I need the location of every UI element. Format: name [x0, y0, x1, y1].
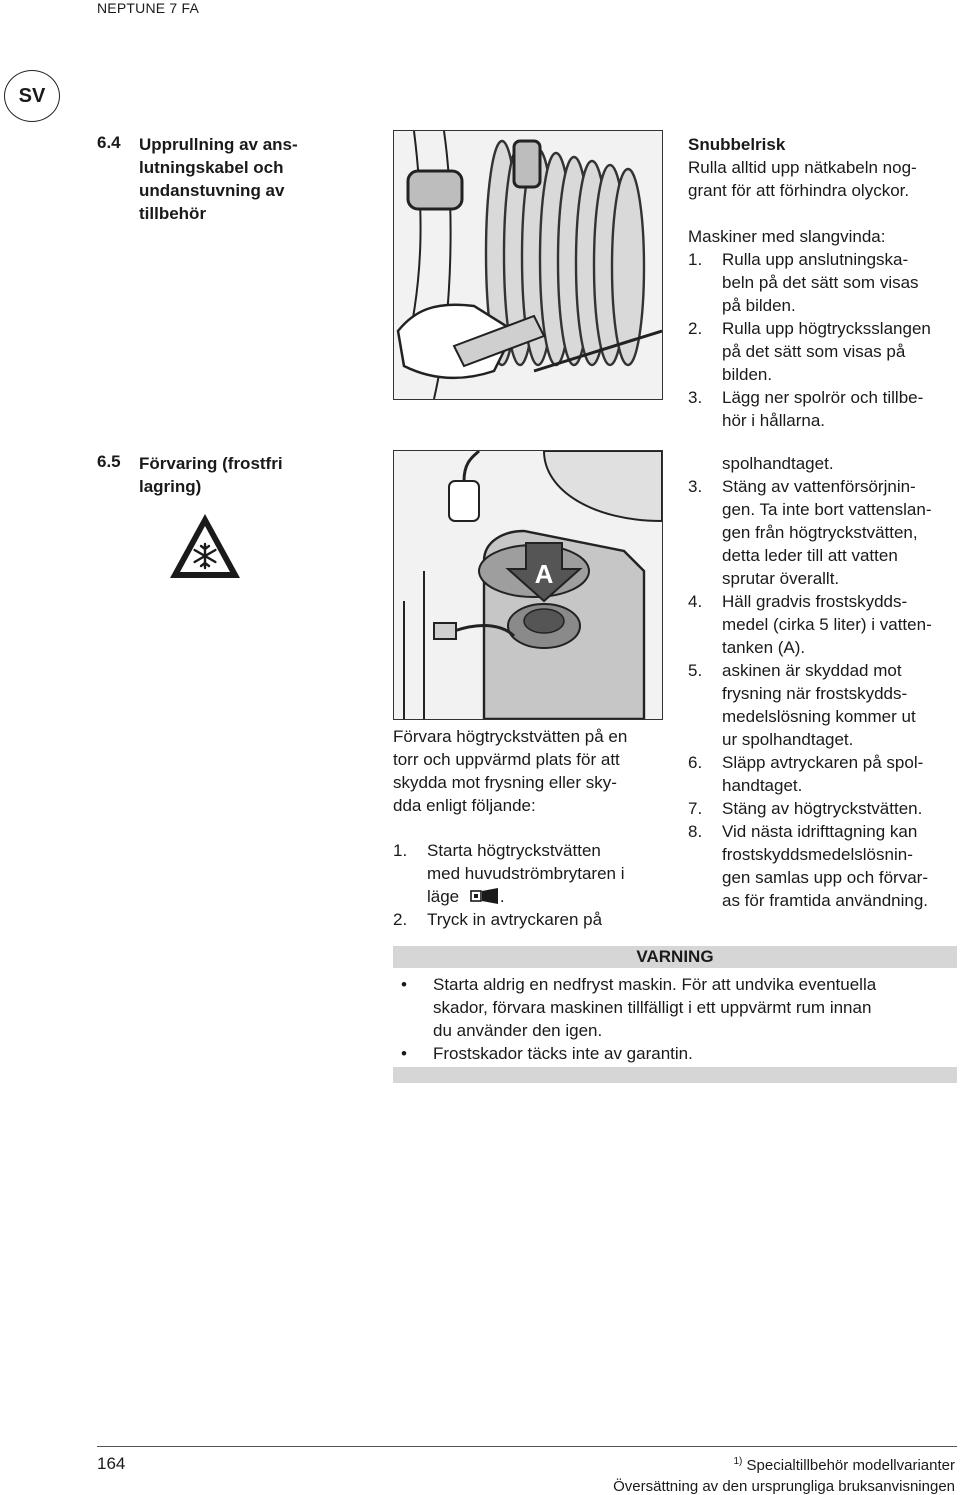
- step-line: Stäng av vattenförsörjnin-: [722, 477, 916, 496]
- section-6-5-number: 6.5: [97, 452, 121, 471]
- warning-bullet: [393, 973, 957, 1042]
- footer-divider: [97, 1446, 957, 1447]
- hose-reel-illustration: [394, 131, 662, 399]
- step-item: [688, 590, 960, 659]
- step-line: Häll gradvis frostskydds-: [722, 592, 908, 611]
- step-line: Vid nästa idrifttagning kan: [722, 822, 918, 841]
- step-item: [688, 659, 960, 751]
- step-continuation: [688, 452, 960, 475]
- figure-label-a: A: [534, 559, 554, 589]
- translation-note: Översättning av den ursprungliga bruksanvisningen: [613, 1478, 955, 1495]
- bullet-line: • Starta aldrig en nedfryst maskin. För att undvika eventuella: [433, 975, 877, 994]
- step-line: bilden.: [722, 365, 773, 384]
- page-number: 164: [97, 1454, 126, 1473]
- step-item: [393, 839, 678, 908]
- bullet-line: du använder den igen.: [433, 1021, 603, 1040]
- bullet-line: skador, förvara maskinen tillfälligt i ett uppvärmt rum innan: [433, 998, 872, 1017]
- step-line: på bilden.: [722, 296, 796, 315]
- water-tank-figure: [393, 450, 663, 720]
- step-line: Lägg ner spolrör och tillbe-: [722, 388, 924, 407]
- step-number: 3.: [688, 477, 703, 496]
- running-header: NEPTUNE 7 FA: [97, 0, 199, 16]
- step-line: beln på det sätt som visas: [722, 273, 919, 292]
- storage-steps-right: [688, 452, 960, 912]
- title-line: lutningskabel och: [139, 158, 284, 177]
- hose-reel-instructions: [688, 225, 960, 432]
- step-item: [393, 908, 678, 931]
- step-item: [688, 386, 960, 432]
- section-6-4-title: [139, 133, 298, 225]
- step-item: [688, 248, 960, 317]
- step-item: [688, 317, 960, 386]
- warning-header-bar: [393, 946, 957, 968]
- water-tank-illustration: [394, 451, 662, 719]
- tripping-hazard-note: [688, 133, 958, 202]
- section-6-5-title: [139, 452, 283, 498]
- section-6-4-number: 6.4: [97, 133, 121, 152]
- step-line: frysning när frostskydds-: [722, 684, 908, 703]
- step-line: handtaget.: [722, 776, 803, 795]
- step-line: Rulla upp högtrycksslangen: [722, 319, 931, 338]
- title-line: lagring): [139, 477, 202, 496]
- step-item: [688, 751, 960, 797]
- intro-line: torr och uppvärmd plats för att: [393, 750, 620, 769]
- step-line: hör i hållarna.: [722, 411, 826, 430]
- step-line: tanken (A).: [722, 638, 806, 657]
- step-number: 2.: [393, 910, 408, 929]
- step-line-text: .: [499, 887, 505, 906]
- step-number: 2.: [688, 319, 703, 338]
- footnote: [733, 1456, 955, 1474]
- intro-line: skydda mot frysning eller sky-: [393, 773, 617, 792]
- step-number: 1.: [688, 250, 703, 269]
- intro-line: Förvara högtryckstvätten på en: [393, 727, 628, 746]
- step-line: spolhandtaget.: [722, 454, 834, 473]
- warning-title: VARNING: [636, 947, 714, 966]
- step-line: Rulla upp anslutningska-: [722, 250, 909, 269]
- title-line: undanstuvning av: [139, 181, 285, 200]
- step-line: gen samlas upp och förvar-: [722, 868, 928, 887]
- step-line: detta leder till att vatten: [722, 546, 898, 565]
- step-line: askinen är skyddad mot: [722, 661, 902, 680]
- warning-footer-bar: [393, 1067, 957, 1083]
- step-line: ur spolhandtaget.: [722, 730, 854, 749]
- step-line: med huvudströmbrytaren i: [427, 864, 625, 883]
- step-line: gen. Ta inte bort vattenslan-: [722, 500, 932, 519]
- step-line: Tryck in avtryckaren på: [427, 910, 603, 929]
- step-item: [688, 820, 960, 912]
- switch-on-position-icon: [470, 888, 500, 904]
- storage-intro: [393, 725, 673, 817]
- note-line: Rulla alltid upp nätkabeln nog-: [688, 158, 917, 177]
- intro-line: dda enligt följande:: [393, 796, 536, 815]
- warning-bullet: [393, 1042, 957, 1065]
- step-line: sprutar överallt.: [722, 569, 840, 588]
- step-line: frostskyddsmedelslösnin-: [722, 845, 913, 864]
- step-item: [688, 475, 960, 590]
- step-line: på det sätt som visas på: [722, 342, 906, 361]
- language-badge: SV: [4, 70, 60, 122]
- footnote-text: Specialtillbehör modellvarianter: [746, 1457, 955, 1474]
- title-line: Upprullning av ans-: [139, 135, 298, 154]
- step-line: medel (cirka 5 liter) i vatten-: [722, 615, 932, 634]
- frost-warning-icon: [168, 512, 242, 580]
- step-number: 3.: [688, 388, 703, 407]
- hose-reel-figure: [393, 130, 663, 400]
- bullet-line: • Frostskador täcks inte av garantin.: [433, 1044, 693, 1063]
- step-line: Stäng av högtryckstvätten.: [722, 799, 923, 818]
- step-number: 8.: [688, 822, 703, 841]
- step-line: [427, 885, 678, 908]
- step-line: Starta högtryckstvätten: [427, 841, 601, 860]
- note-line: grant för att förhindra olyckor.: [688, 181, 910, 200]
- footnote-mark: 1): [733, 1456, 743, 1467]
- step-number: 5.: [688, 661, 703, 680]
- storage-steps-left: [393, 839, 678, 931]
- step-line: Släpp avtryckaren på spol-: [722, 753, 924, 772]
- warning-bullets: [393, 973, 957, 1065]
- step-number: 7.: [688, 799, 703, 818]
- step-line: gen från högtryckstvätten,: [722, 523, 918, 542]
- step-item: [688, 797, 960, 820]
- note-heading: Snubbelrisk: [688, 135, 786, 154]
- hose-reel-intro: Maskiner med slangvinda:: [688, 227, 886, 246]
- step-line-text: läge: [427, 887, 460, 906]
- step-line: medelslösning kommer ut: [722, 707, 916, 726]
- step-number: 6.: [688, 753, 703, 772]
- title-line: tillbehör: [139, 204, 207, 223]
- step-number: 1.: [393, 841, 408, 860]
- step-line: as för framtida användning.: [722, 891, 929, 910]
- title-line: Förvaring (frostfri: [139, 454, 283, 473]
- step-number: 4.: [688, 592, 703, 611]
